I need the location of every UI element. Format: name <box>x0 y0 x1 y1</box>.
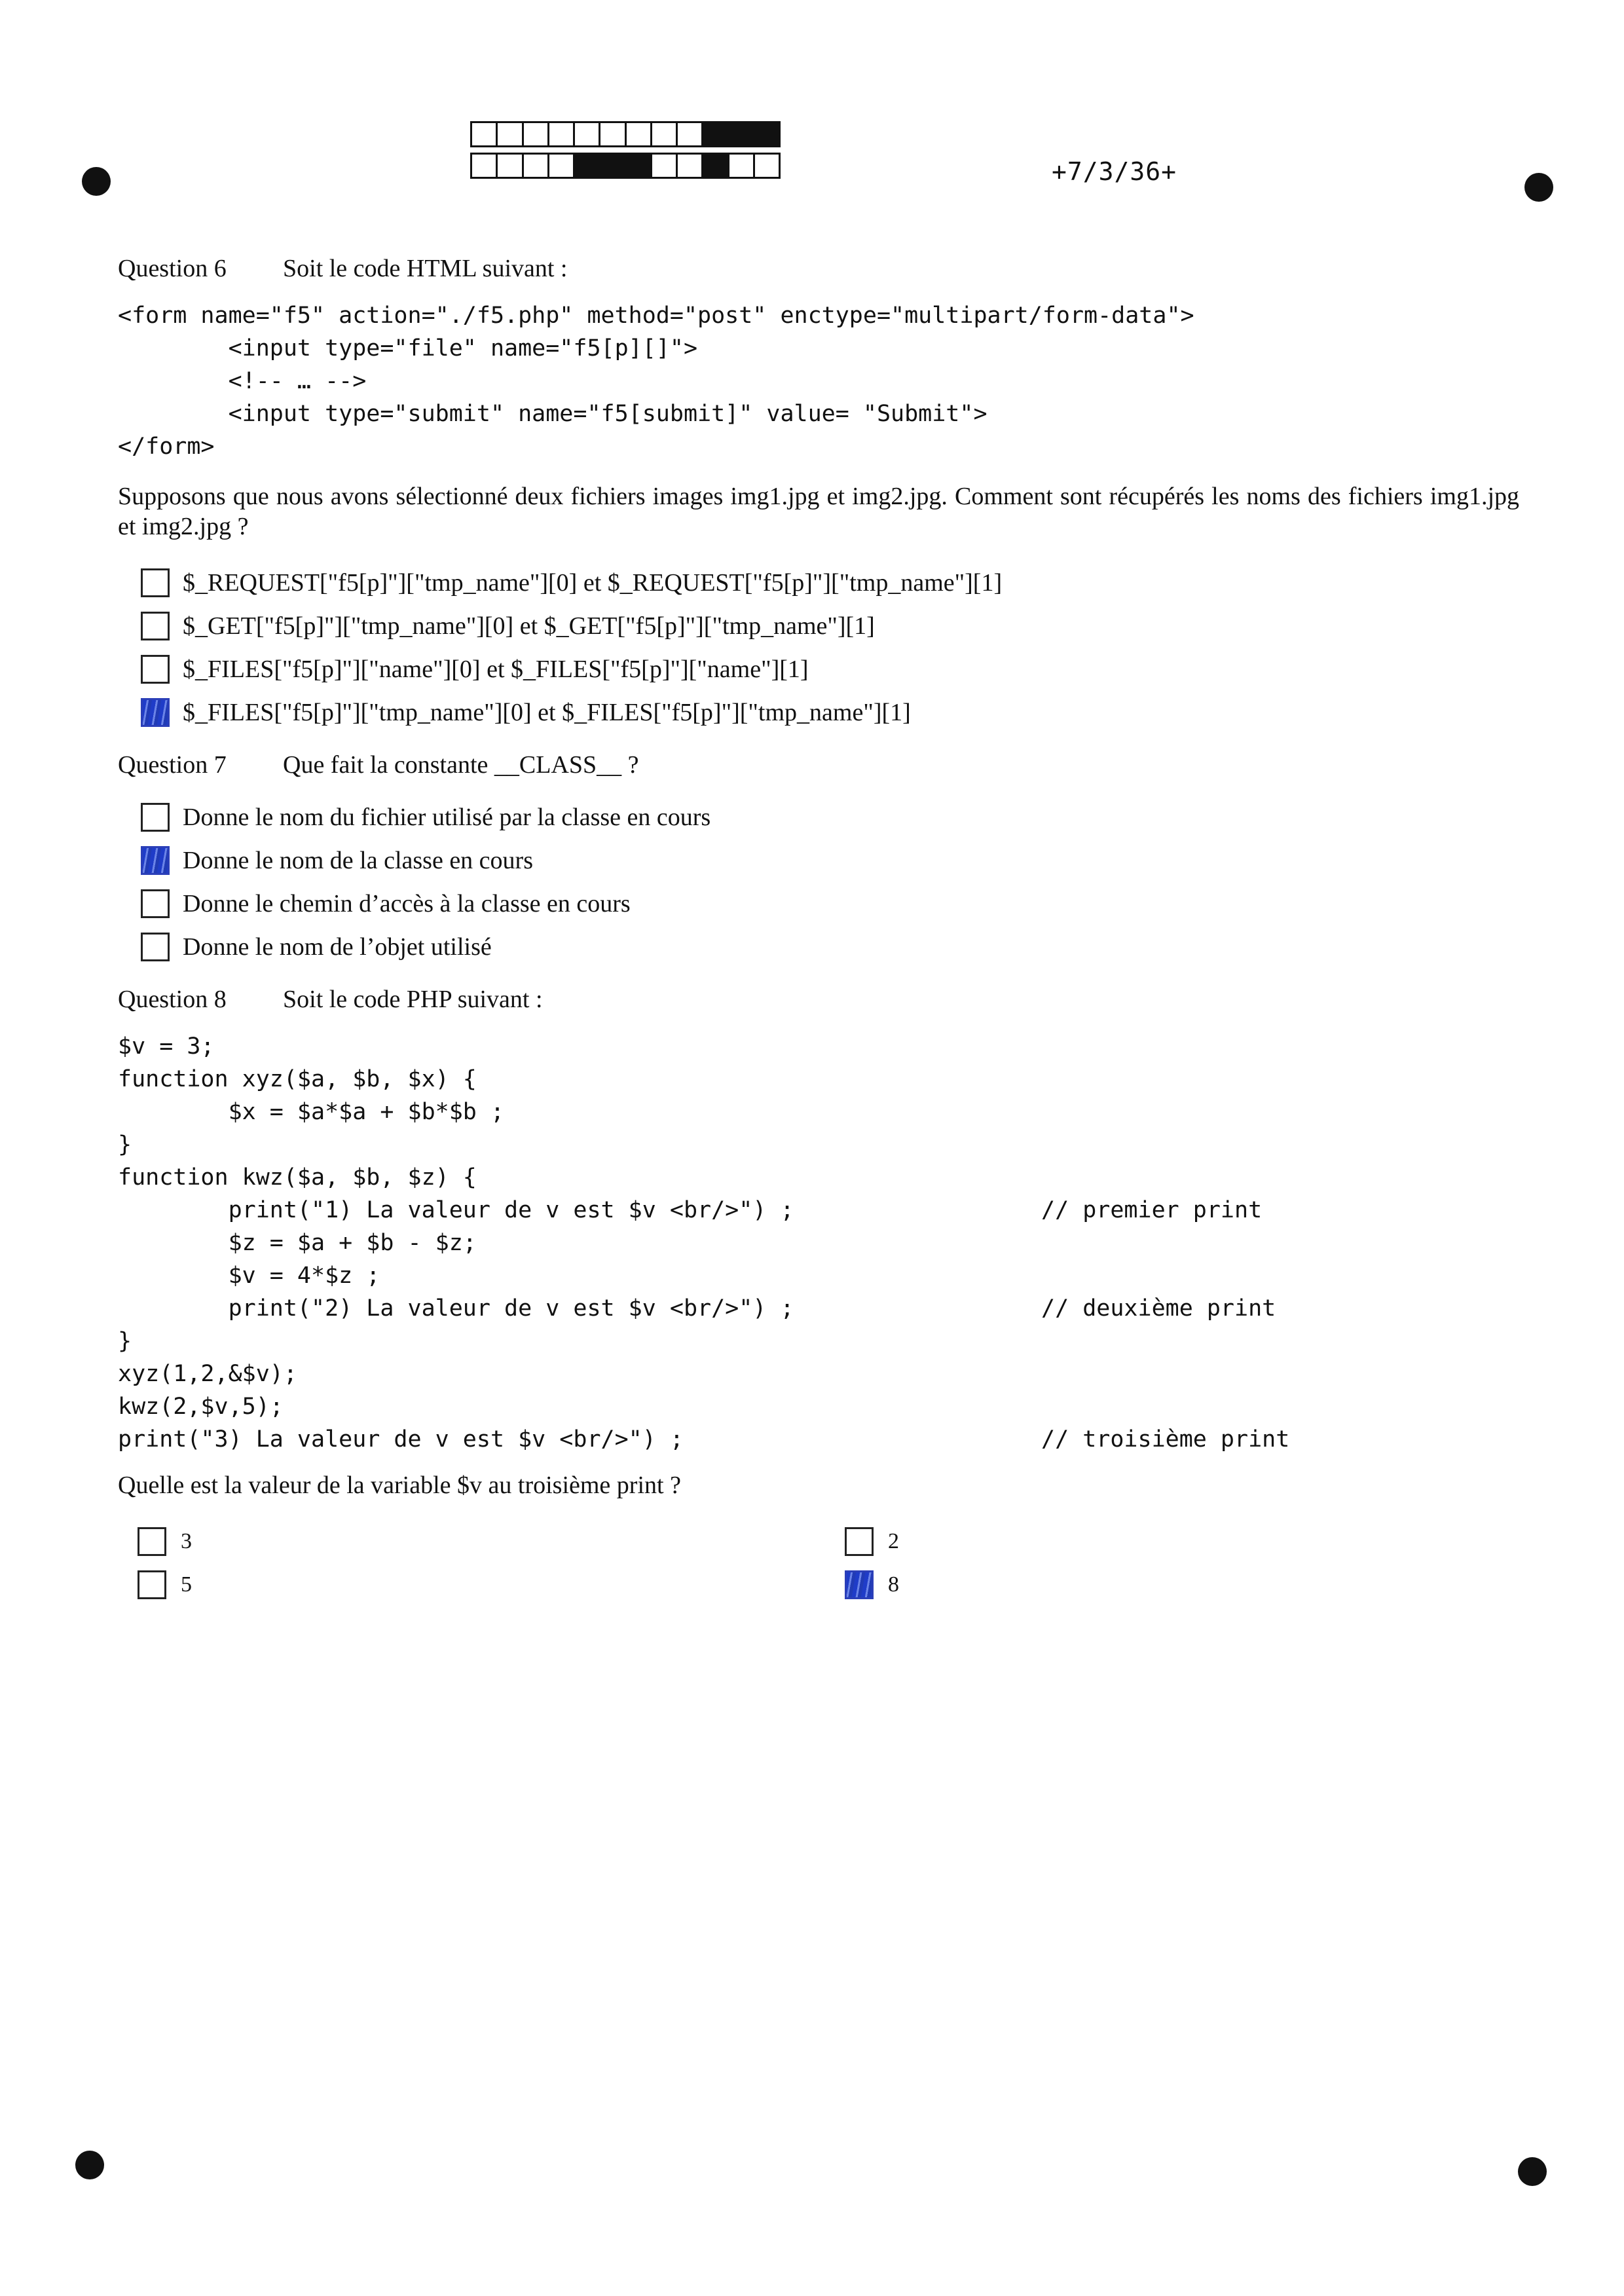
question-7 <box>118 749 1519 969</box>
barcode-cell <box>729 155 755 177</box>
answer-label: Donne le nom de la classe en cours <box>183 847 533 874</box>
answer-option[interactable] <box>825 1563 1283 1606</box>
checked-checkbox[interactable] <box>141 698 170 727</box>
answer-option[interactable] <box>118 1520 825 1563</box>
code-text: $x = $a*$a + $b*$b ; <box>118 1099 505 1125</box>
code-line <box>118 1161 1519 1194</box>
code-line <box>118 1390 1519 1423</box>
registration-mark-bottom-right <box>1518 2157 1547 2186</box>
answer-option[interactable] <box>118 1563 825 1606</box>
code-text: print("1) La valeur de v est $v <br/>") ; <box>118 1197 794 1223</box>
answer-option[interactable] <box>118 561 1519 604</box>
code-text: function xyz($a, $b, $x) { <box>118 1066 477 1092</box>
code-line: </form> <box>118 434 215 460</box>
code-text: xyz(1,2,&$v); <box>118 1361 297 1387</box>
question-title: Soit le code PHP suivant : <box>283 986 543 1013</box>
answer-option[interactable] <box>118 648 1519 691</box>
code-text: print("2) La valeur de v est $v <br/>") ; <box>118 1295 794 1322</box>
barcode-cell <box>652 155 678 177</box>
barcode-cell <box>498 123 523 145</box>
answer-label: Donne le nom du fichier utilisé par la classe en cours <box>183 804 711 831</box>
question-number: Question 8 <box>118 986 227 1013</box>
answer-option[interactable] <box>118 796 1519 839</box>
code-text: kwz(2,$v,5); <box>118 1394 284 1420</box>
barcode-cell <box>472 155 498 177</box>
barcode-cell <box>549 155 575 177</box>
question-6-choices <box>118 561 1519 734</box>
code-line <box>118 1096 1519 1128</box>
answer-option[interactable] <box>118 691 1519 734</box>
answer-option[interactable] <box>825 1520 1283 1563</box>
checkbox[interactable] <box>141 612 170 640</box>
question-6-heading <box>118 252 1519 285</box>
code-line <box>118 1227 1519 1259</box>
barcode-cell <box>627 123 652 145</box>
barcode-row-1 <box>470 121 781 147</box>
barcode-cell <box>549 123 575 145</box>
barcode-cell <box>575 123 600 145</box>
question-8-prompt: Quelle est la valeur de la variable $v au troisième print ? <box>118 1472 681 1499</box>
answer-label: Donne le chemin d’accès à la classe en cours <box>183 890 631 917</box>
barcode-cell <box>703 123 729 145</box>
question-7-heading <box>118 749 1519 781</box>
code-line <box>118 1030 1519 1063</box>
html-code-block <box>118 299 1519 463</box>
code-text: function kwz($a, $b, $z) { <box>118 1164 477 1191</box>
barcode-cell <box>600 123 626 145</box>
code-text: } <box>118 1132 132 1158</box>
barcode-cell <box>498 155 523 177</box>
registration-mark-top-right <box>1524 173 1553 202</box>
checkbox[interactable] <box>845 1527 874 1556</box>
question-title: Que fait la constante __CLASS__ ? <box>283 751 639 779</box>
answer-label: $_GET["f5[p]"]["tmp_name"][0] et $_GET["f5[p]"]["tmp_name"][1] <box>183 612 875 640</box>
registration-mark-bottom-left <box>75 2151 104 2179</box>
barcode-cell <box>678 123 703 145</box>
page-barcode <box>470 121 781 184</box>
question-6 <box>118 252 1519 734</box>
checked-checkbox[interactable] <box>141 846 170 875</box>
page-identifier: +7/3/36+ <box>1052 157 1177 186</box>
code-line <box>118 1259 1519 1292</box>
code-line: <input type="submit" name="f5[submit]" value= "Submit"> <box>118 401 987 427</box>
checkbox[interactable] <box>141 889 170 918</box>
checkbox[interactable] <box>138 1527 166 1556</box>
code-line <box>118 1194 1519 1227</box>
checkbox[interactable] <box>141 933 170 961</box>
question-number: Question 6 <box>118 255 227 282</box>
barcode-cell <box>524 123 549 145</box>
code-text: $z = $a + $b - $z; <box>118 1230 477 1256</box>
checkbox[interactable] <box>141 655 170 684</box>
question-7-choices <box>118 796 1519 969</box>
answer-option[interactable] <box>118 925 1519 969</box>
answer-label: 3 <box>181 1529 192 1553</box>
code-text: } <box>118 1328 132 1354</box>
code-text: print("3) La valeur de v est $v <br/>") ; <box>118 1426 684 1453</box>
checkbox[interactable] <box>141 568 170 597</box>
barcode-cell <box>678 155 703 177</box>
question-number: Question 7 <box>118 751 227 779</box>
answer-label: $_FILES["f5[p]"]["name"][0] et $_FILES["f5[p]"]["name"][1] <box>183 656 809 683</box>
barcode-row-2 <box>470 153 781 179</box>
checked-checkbox[interactable] <box>845 1570 874 1599</box>
code-line <box>118 1128 1519 1161</box>
question-6-prompt: Supposons que nous avons sélectionné deux fichiers images img1.jpg et img2.jpg. Comment sont récupérés les noms des fichiers img1.jpg et img2.jpg ? <box>118 483 1519 540</box>
answer-label: 8 <box>888 1572 899 1597</box>
answer-label: 5 <box>181 1572 192 1597</box>
barcode-cell <box>524 155 549 177</box>
answer-option[interactable] <box>118 839 1519 882</box>
code-comment: // deuxième print <box>1041 1295 1276 1322</box>
question-8-choices <box>118 1520 1519 1606</box>
checkbox[interactable] <box>141 803 170 832</box>
barcode-cell <box>600 155 626 177</box>
answer-option[interactable] <box>118 882 1519 925</box>
questions-content <box>118 252 1519 1606</box>
code-line: <!-- … --> <box>118 368 367 394</box>
answer-label: $_FILES["f5[p]"]["tmp_name"][0] et $_FILES["f5[p]"]["tmp_name"][1] <box>183 699 911 726</box>
code-comment: // troisième print <box>1041 1426 1290 1453</box>
barcode-cell <box>652 123 678 145</box>
code-line: <input type="file" name="f5[p][]"> <box>118 335 698 361</box>
code-line <box>118 1325 1519 1358</box>
code-text: $v = 4*$z ; <box>118 1263 380 1289</box>
code-line <box>118 1063 1519 1096</box>
question-8-heading <box>118 983 1519 1016</box>
question-title: Soit le code HTML suivant : <box>283 255 568 282</box>
code-comment: // premier print <box>1041 1197 1263 1223</box>
barcode-cell <box>627 155 652 177</box>
barcode-cell <box>755 123 779 145</box>
php-code-block <box>118 1030 1519 1456</box>
answer-label: Donne le nom de l’objet utilisé <box>183 933 492 961</box>
answer-label: $_REQUEST["f5[p]"]["tmp_name"][0] et $_REQUEST["f5[p]"]["tmp_name"][1] <box>183 569 1003 597</box>
barcode-cell <box>472 123 498 145</box>
barcode-cell <box>729 123 755 145</box>
code-line: <form name="f5" action="./f5.php" method="post" enctype="multipart/form-data"> <box>118 303 1194 329</box>
question-8 <box>118 983 1519 1606</box>
checkbox[interactable] <box>138 1570 166 1599</box>
code-line <box>118 1292 1519 1325</box>
code-text: $v = 3; <box>118 1033 215 1060</box>
answer-option[interactable] <box>118 604 1519 648</box>
code-line <box>118 1423 1519 1456</box>
registration-mark-top-left <box>82 167 111 196</box>
barcode-cell <box>755 155 779 177</box>
answer-label: 2 <box>888 1529 899 1553</box>
barcode-cell <box>575 155 600 177</box>
barcode-cell <box>703 155 729 177</box>
code-line <box>118 1358 1519 1390</box>
